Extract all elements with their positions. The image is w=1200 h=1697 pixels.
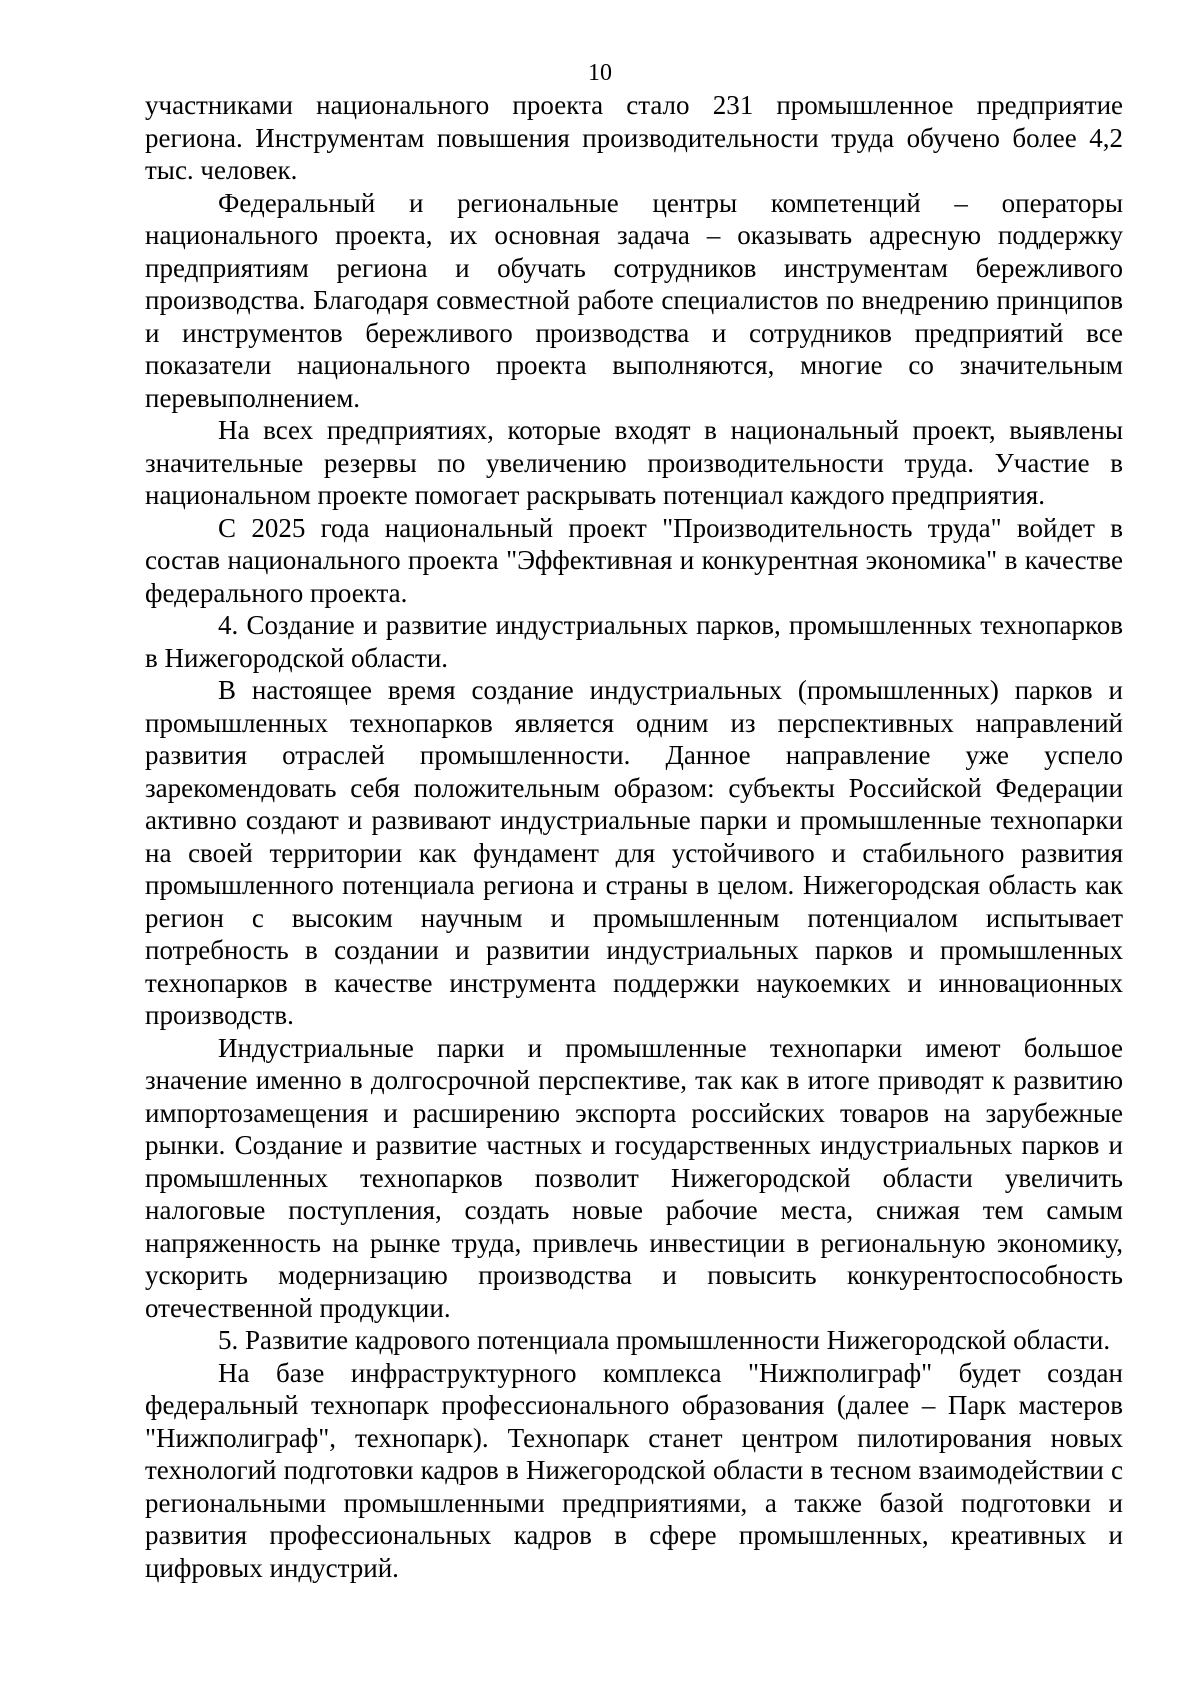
paragraph: С 2025 года национальный проект "Производительность труда" войдет в состав национального проекта "Эффективная и конкурентная экономика" в качестве федерального проекта. [145, 512, 1123, 608]
paragraph: Федеральный и региональные центры компетенций – операторы национального проекта, их основная задача – оказывать адресную поддержку предприятиям региона и обучать сотрудников инструментам бережливого производства. Благодаря совместной работе специалистов по внедрению принципов и инструментов бережливого производства и сотрудников предприятий все показатели национального проекта выполняются, многие со значительным перевыполнением. [145, 187, 1123, 413]
section-heading: 5. Развитие кадрового потенциала промышленности Нижегородской области. [218, 1325, 1111, 1355]
document-body [145, 89, 1123, 1584]
page-number: 10 [588, 60, 612, 86]
paragraph: Индустриальные парки и промышленные технопарки имеют большое значение именно в долгосрочной перспективе, так как в итоге приводят к развитию импортозамещения и расширению экспорта российских товаров на зарубежные рынки. Создание и развитие частных и государственных индустриальных парков и промышленных технопарков позволит Нижегородской области увеличить налоговые поступления, создать новые рабочие места, снижая тем самым напряженность на рынке труда, привлечь инвестиции в региональную экономику, ускорить модернизацию производства и повысить конкурентоспособность отечественной продукции. [145, 1032, 1123, 1323]
paragraph: участниками национального проекта стало 231 промышленное предприятие региона. Инструментам повышения производительности труда обучено более 4,2 тыс. человек. [145, 90, 1123, 185]
section-heading: 4. Создание и развитие индустриальных парков, промышленных технопарков в Нижегородской области. [145, 610, 1123, 673]
paragraph: На всех предприятиях, которые входят в национальный проект, выявлены значительные резервы по увеличению производительности труда. Участие в национальном проекте помогает раскрывать потенциал каждого предприятия. [145, 415, 1123, 510]
paragraph: На базе инфраструктурного комплекса "Нижполиграф" будет создан федеральный технопарк профессионального образования (далее – Парк мастеров "Нижполиграф", технопарк). Технопарк станет центром пилотирования новых технологий подготовки кадров в Нижегородской области в тесном взаимодействии с региональными промышленными предприятиями, а также базой подготовки и развития профессиональных кадров в сфере промышленных, креативных и цифровых индустрий. [145, 1357, 1123, 1583]
paragraph: В настоящее время создание индустриальных (промышленных) парков и промышленных технопарков является одним из перспективных направлений развития отраслей промышленности. Данное направление уже успело зарекомендовать себя положительным образом: субъекты Российской Федерации активно создают и развивают индустриальные парки и промышленные технопарки на своей территории как фундамент для устойчивого и стабильного развития промышленного потенциала региона и страны в целом. Нижегородская область как регион с высоким научным и промышленным потенциалом испытывает потребность в создании и развитии индустриальных парков и промышленных технопарков в качестве инструмента поддержки наукоемких и инновационных производств. [145, 675, 1123, 1030]
